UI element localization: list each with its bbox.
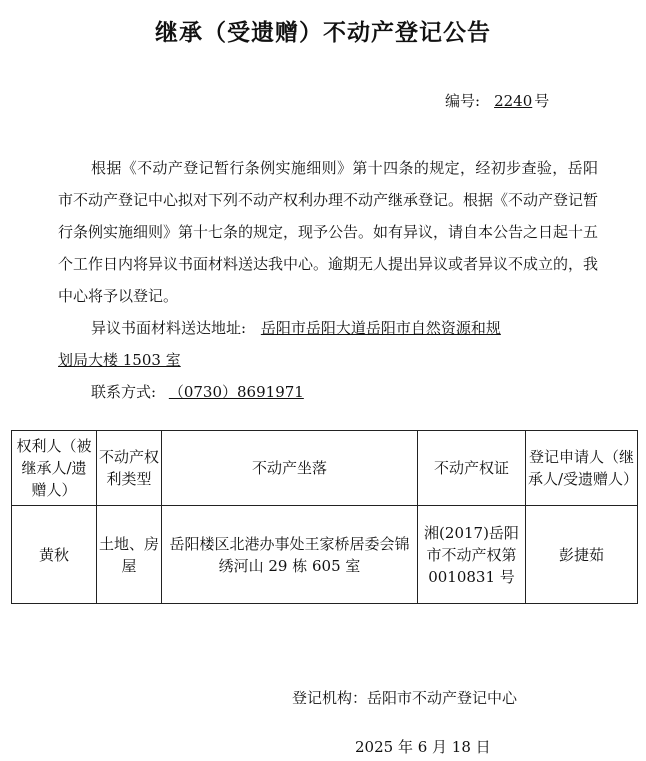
- doc-number-value: 2240: [494, 92, 533, 110]
- registration-agency: 登记机构：岳阳市不动产登记中心: [292, 689, 518, 707]
- header-location: 不动产坐落: [162, 431, 418, 506]
- cell-right-holder: 黄秋: [12, 506, 97, 604]
- header-applicant: 登记申请人（继承人/受遗赠人）: [526, 431, 638, 506]
- document-number: [445, 90, 549, 111]
- doc-number-label: 编号:: [445, 92, 481, 110]
- address-value-line2: 划局大楼 1503 室: [58, 351, 181, 369]
- contact-value: （0730）8691971: [168, 383, 304, 401]
- objection-address: [91, 312, 501, 344]
- cell-right-type: 土地、房屋: [97, 506, 162, 604]
- contact-info: [91, 376, 326, 408]
- notice-date: 2025 年 6 月 18 日: [355, 738, 491, 756]
- header-certificate: 不动产权证: [418, 431, 526, 506]
- cell-applicant: 彭捷茹: [526, 506, 638, 604]
- address-label: 异议书面材料送达地址:: [91, 319, 247, 337]
- table-row: [12, 506, 638, 604]
- contact-label: 联系方式:: [91, 383, 157, 401]
- notice-body: 根据《不动产登记暂行条例实施细则》第十四条的规定，经初步查验，岳阳市不动产登记中心拟对下列不动产权利办理不动产继承登记。根据《不动产登记暂行条例实施细则》第十七条的规定，现予公告。如有异议，请自本公告之日起十五个工作日内将异议书面材料送达我中心。逾期无人提出异议或者异议不成立的，我中心将予以登记。: [58, 159, 599, 305]
- cell-certificate: 湘(2017)岳阳市不动产权第 0010831 号: [418, 506, 526, 604]
- objection-address-cont: [58, 344, 181, 376]
- table-header-row: [12, 431, 638, 506]
- header-right-holder: 权利人（被继承人/遗赠人）: [12, 431, 97, 506]
- doc-number-suffix: 号: [534, 92, 550, 110]
- header-right-type: 不动产权利类型: [97, 431, 162, 506]
- address-value-line1: 岳阳市岳阳大道岳阳市自然资源和规: [260, 319, 501, 337]
- cell-location: 岳阳楼区北港办事处王家桥居委会锦绣河山 29 栋 605 室: [162, 506, 418, 604]
- registration-table: [11, 430, 638, 604]
- page-title: 继承（受遗赠）不动产登记公告: [155, 20, 491, 46]
